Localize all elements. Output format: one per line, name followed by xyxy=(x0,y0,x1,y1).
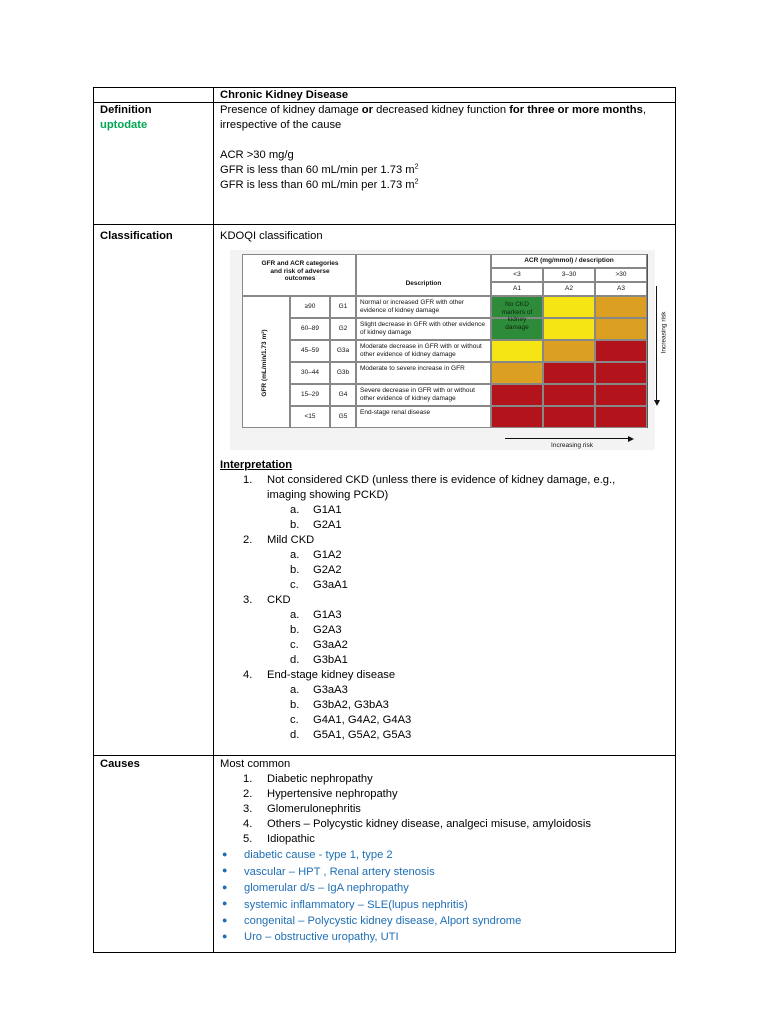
gfr-range-label: 45–59 xyxy=(300,347,320,354)
no-ckd-text: No CKD markers of kidney damage xyxy=(501,301,533,331)
classification-label: Classification xyxy=(100,230,173,242)
cause-item-text: Diabetic nephropathy xyxy=(267,773,373,785)
cause-item xyxy=(220,772,669,787)
risk-cell xyxy=(595,318,647,340)
definition-or: or xyxy=(361,104,373,116)
interpretation-item xyxy=(220,593,669,608)
interpretation-subitem-text: G2A3 xyxy=(313,624,342,636)
gfr-range-label: ≥90 xyxy=(304,303,316,310)
bullet-icon: ● xyxy=(222,865,228,876)
gfr-category-label: G2 xyxy=(338,325,348,332)
cause-item-number: 1. xyxy=(243,773,253,785)
interpretation-subitem-text: G1A1 xyxy=(313,504,342,516)
bullet-icon: ● xyxy=(222,930,228,941)
acr-category-label: A3 xyxy=(617,285,625,292)
definition-label: Definition xyxy=(100,104,152,116)
gfr-description: Slight decrease in GFR with other evidence of kidney damage xyxy=(360,321,486,336)
classification-content xyxy=(214,225,676,756)
cause-item xyxy=(220,817,669,832)
definition-content xyxy=(214,103,676,225)
interpretation-subitem-letter: d. xyxy=(290,729,300,741)
risk-cell xyxy=(595,384,647,406)
cause-item xyxy=(220,787,669,802)
acr-range-label: <3 xyxy=(513,271,521,278)
interpretation-item-number: 2. xyxy=(243,534,253,546)
interpretation-item xyxy=(220,668,669,683)
header-left-text: GFR and ACR categories and risk of adverse outcomes xyxy=(261,260,339,282)
causes-numbered-list xyxy=(220,772,669,847)
interpretation-item-text: Not considered CKD (unless there is evidence of kidney damage, e.g., xyxy=(267,474,616,486)
risk-cell xyxy=(491,340,543,362)
interpretation-subitem-text: G2A1 xyxy=(313,519,342,531)
interpretation-subitem-letter: c. xyxy=(290,639,299,651)
gfr-range-label: 60–89 xyxy=(300,325,320,332)
acr-range-label: >30 xyxy=(615,271,627,278)
header-empty-cell xyxy=(94,88,214,103)
gfr-category-label: G4 xyxy=(338,391,348,398)
kdoqi-figure xyxy=(230,250,668,450)
bullet-icon: ● xyxy=(222,898,228,909)
definition-part-a: Presence of kidney damage xyxy=(220,104,362,116)
cause-bullet-text: glomerular d/s – IgA nephropathy xyxy=(244,882,409,895)
causes-content xyxy=(214,756,676,953)
header-acr: ACR (mg/mmol) / description xyxy=(524,257,614,264)
interpretation-subitem xyxy=(220,623,669,638)
cause-bullet-item xyxy=(220,929,669,945)
interpretation-item-continuation: imaging showing PCKD) xyxy=(267,489,389,501)
risk-cell xyxy=(491,406,543,428)
interpretation-subitem xyxy=(220,728,669,743)
cause-bullet-item xyxy=(220,847,669,863)
interpretation-subitem xyxy=(220,563,669,578)
interpretation-subitem-letter: b. xyxy=(290,564,300,576)
cause-item-text: Glomerulonephritis xyxy=(267,803,361,815)
interpretation-subitem-text: G3bA2, G3bA3 xyxy=(313,699,389,711)
kdoqi-heading: KDOQI classification xyxy=(220,230,323,242)
gfr-category-label: G3b xyxy=(336,369,350,376)
interpretation-subitem-letter: c. xyxy=(290,714,299,726)
interpretation-subitem-text: G3aA3 xyxy=(313,684,348,696)
risk-cell xyxy=(595,362,647,384)
interpretation-subitem-letter: b. xyxy=(290,699,300,711)
risk-cell xyxy=(543,296,595,318)
interpretation-list xyxy=(220,473,669,743)
interpretation-subitem-text: G3aA1 xyxy=(313,579,348,591)
gfr1-sup: 2 xyxy=(414,163,419,171)
interpretation-item xyxy=(220,533,669,548)
risk-cell xyxy=(543,318,595,340)
interpretation-subitem xyxy=(220,638,669,653)
cause-bullet-text: Uro – obstructive uropathy, UTI xyxy=(244,931,399,944)
gfr2-text: GFR is less than 60 mL/min per 1.73 m xyxy=(220,179,415,191)
interpretation-subitem-letter: d. xyxy=(290,654,300,666)
risk-cell xyxy=(595,296,647,318)
causes-label-cell xyxy=(94,756,214,953)
bullet-icon: ● xyxy=(222,881,228,892)
gfr-criterion-1 xyxy=(220,163,669,178)
cause-item-text: Others – Polycystic kidney disease, analgeci misuse, amyloidosis xyxy=(267,818,591,830)
cause-bullet-item xyxy=(220,863,669,879)
cause-item-number: 2. xyxy=(243,788,253,800)
interpretation-subitem xyxy=(220,503,669,518)
interpretation-subitem-text: G4A1, G4A2, G4A3 xyxy=(313,714,412,726)
definition-line2: irrespective of the cause xyxy=(220,119,342,131)
interpretation-subitem-text: G3bA1 xyxy=(313,654,348,666)
definition-text xyxy=(220,103,669,118)
cause-item-number: 3. xyxy=(243,803,253,815)
acr-category-label: A2 xyxy=(565,285,573,292)
interpretation-item-text: Mild CKD xyxy=(267,534,315,546)
interpretation-item-text: CKD xyxy=(267,594,291,606)
definition-duration: for three or more months xyxy=(509,104,643,116)
interpretation-subitem xyxy=(220,713,669,728)
cause-item-text: Hypertensive nephropathy xyxy=(267,788,398,800)
interpretation-item-number: 4. xyxy=(243,669,253,681)
cause-bullet-text: systemic inflammatory – SLE(lupus nephritis) xyxy=(244,898,468,911)
header-description: Description xyxy=(405,280,442,287)
risk-cell xyxy=(595,406,647,428)
interpretation-subitem-text: G1A2 xyxy=(313,549,342,561)
interpretation-item xyxy=(220,473,669,488)
acr-range-label: 3–30 xyxy=(561,271,577,278)
interpretation-heading: Interpretation xyxy=(220,459,293,471)
ckd-table xyxy=(93,87,676,953)
risk-cell xyxy=(491,384,543,406)
interpretation-subitem xyxy=(220,548,669,563)
increasing-risk-right: Increasing risk xyxy=(660,311,668,354)
cause-item xyxy=(220,802,669,817)
cause-bullet-item xyxy=(220,880,669,896)
interpretation-subitem-letter: c. xyxy=(290,579,299,591)
cause-bullet-item xyxy=(220,913,669,929)
causes-heading: Most common xyxy=(220,758,291,770)
risk-cell xyxy=(543,362,595,384)
interpretation-subitem xyxy=(220,683,669,698)
acr-criterion: ACR >30 mg/g xyxy=(220,149,294,161)
acr-category-label: A1 xyxy=(513,285,521,292)
interpretation-subitem xyxy=(220,608,669,623)
risk-cell xyxy=(595,340,647,362)
bullet-icon: ● xyxy=(222,914,228,925)
gfr-criterion-2 xyxy=(220,178,669,193)
interpretation-subitem-letter: b. xyxy=(290,519,300,531)
cause-bullet-text: vascular – HPT , Renal artery stenosis xyxy=(244,865,435,878)
gfr-description: Severe decrease in GFR with or without other evidence of kidney damage xyxy=(360,387,475,402)
gfr2-sup: 2 xyxy=(414,178,419,186)
increasing-risk-bottom: Increasing risk xyxy=(551,442,593,449)
table-title: Chronic Kidney Disease xyxy=(214,88,676,103)
gfr-range-label: 15–29 xyxy=(300,391,320,398)
risk-cell xyxy=(491,362,543,384)
definition-part-b: decreased kidney function xyxy=(372,104,510,116)
gfr-description: Normal or increased GFR with other evidence of kidney damage xyxy=(360,299,465,314)
gfr-axis-label: GFR (mL/min/1.73 m²) xyxy=(261,329,268,397)
cause-bullet-text: congenital – Polycystic kidney disease, Alport syndrome xyxy=(244,914,522,927)
bottom-arrow-head xyxy=(628,436,634,442)
risk-cell xyxy=(543,384,595,406)
interpretation-subitem-letter: a. xyxy=(290,549,300,561)
risk-cell xyxy=(543,340,595,362)
gfr-range-label: 30–44 xyxy=(300,369,320,376)
right-arrow-line xyxy=(656,286,658,402)
bottom-arrow-line xyxy=(505,438,629,440)
causes-label: Causes xyxy=(100,758,140,770)
cause-item-number: 5. xyxy=(243,833,253,845)
gfr-description: End-stage renal disease xyxy=(360,409,431,416)
gfr-category-label: G1 xyxy=(338,303,348,310)
source-uptodate: uptodate xyxy=(100,119,148,131)
interpretation-subitem-letter: a. xyxy=(290,684,300,696)
gfr-range-label: <15 xyxy=(304,413,316,420)
interpretation-subitem xyxy=(220,578,669,593)
gfr-category-label: G3a xyxy=(336,347,350,354)
causes-row xyxy=(94,756,676,953)
definition-comma: , xyxy=(642,104,646,116)
classification-row xyxy=(94,225,676,756)
header-row xyxy=(94,88,676,103)
bullet-icon: ● xyxy=(222,849,228,859)
cause-item-number: 4. xyxy=(243,818,253,830)
interpretation-item-text: End-stage kidney disease xyxy=(267,669,396,681)
interpretation-subitem-text: G3aA2 xyxy=(313,639,348,651)
interpretation-item-number: 3. xyxy=(243,594,253,606)
interpretation-subitem xyxy=(220,518,669,533)
gfr-description: Moderate to severe increase in GFR xyxy=(360,365,465,372)
gfr-description: Moderate decrease in GFR with or without other evidence of kidney damage xyxy=(360,343,482,358)
classification-label-cell xyxy=(94,225,214,756)
interpretation-item-number: 1. xyxy=(243,474,253,486)
causes-bullet-list xyxy=(220,847,669,945)
gfr1-text: GFR is less than 60 mL/min per 1.73 m xyxy=(220,164,415,176)
interpretation-subitem-text: G2A2 xyxy=(313,564,342,576)
definition-label-cell xyxy=(94,103,214,225)
interpretation-subitem-letter: b. xyxy=(290,624,300,636)
interpretation-subitem xyxy=(220,653,669,668)
interpretation-subitem-letter: a. xyxy=(290,504,300,516)
risk-cell xyxy=(543,406,595,428)
interpretation-subitem-text: G1A3 xyxy=(313,609,342,621)
cause-item xyxy=(220,832,669,847)
interpretation-subitem-letter: a. xyxy=(290,609,300,621)
cause-bullet-text: diabetic cause - type 1, type 2 xyxy=(244,849,393,862)
right-arrow-head xyxy=(654,400,660,406)
definition-row xyxy=(94,103,676,225)
interpretation-subitem xyxy=(220,698,669,713)
interpretation-subitem-text: G5A1, G5A2, G5A3 xyxy=(313,729,412,741)
gfr-category-label: G5 xyxy=(338,413,348,420)
cause-item-text: Idiopathic xyxy=(267,833,315,845)
cause-bullet-item xyxy=(220,896,669,912)
